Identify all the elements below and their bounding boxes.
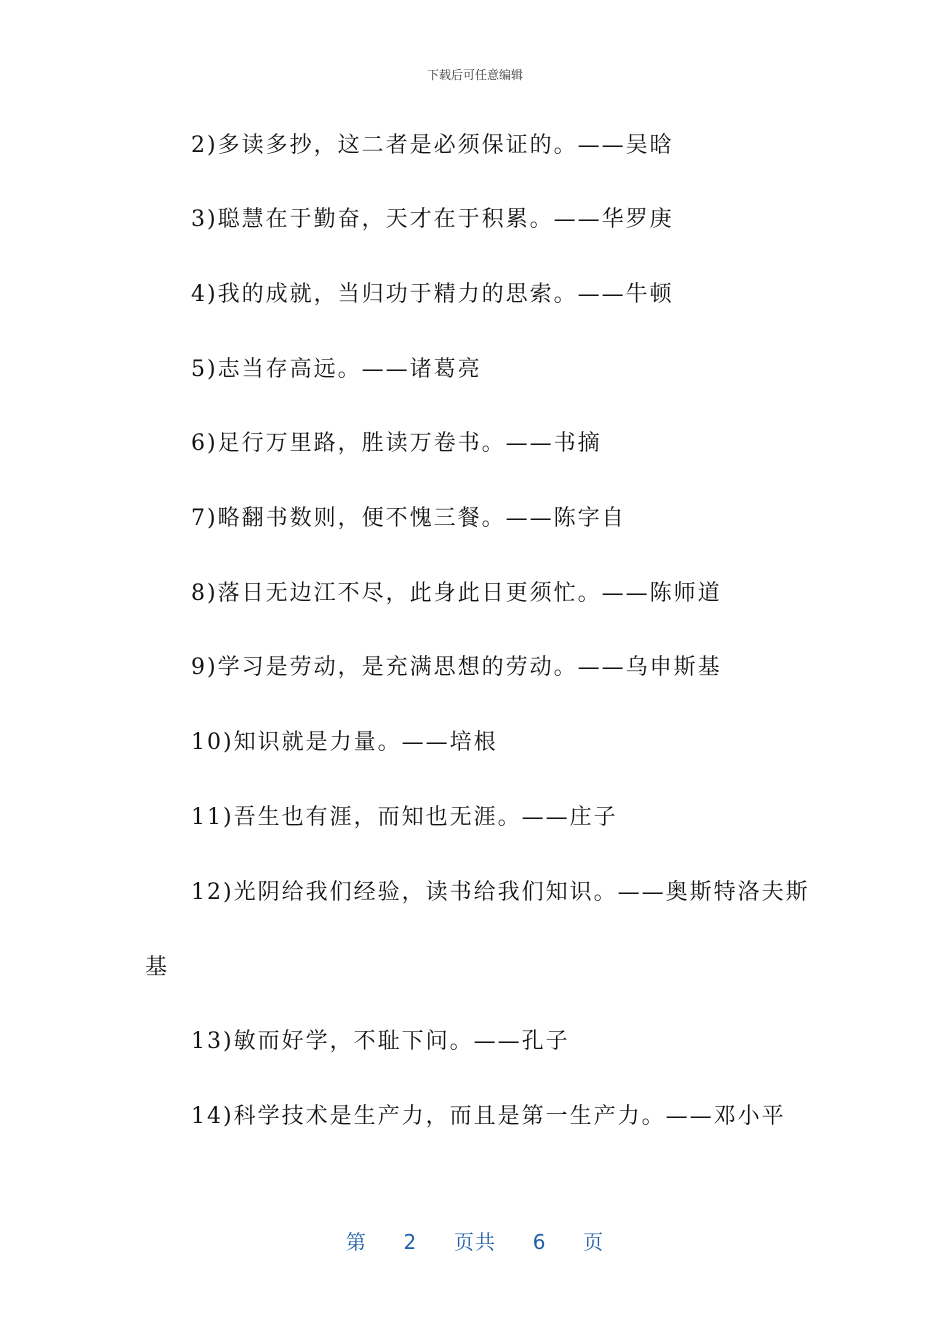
header-note: 下载后可任意编辑 [426, 68, 523, 82]
quote-item: 11)吾生也有涯，而知也无涯。——庄子 [191, 805, 618, 830]
footer-prefix: 第 [345, 1230, 367, 1254]
quote-item: 5)志当存高远。——诸葛亮 [191, 357, 482, 382]
footer-current-page: 2 [403, 1230, 418, 1254]
quote-item: 10)知识就是力量。——培根 [191, 730, 498, 755]
quote-item: 9)学习是劳动，是充满思想的劳动。——乌申斯基 [191, 655, 722, 680]
footer-suffix: 页 [583, 1230, 605, 1254]
footer-middle: 页共 [454, 1230, 496, 1254]
quote-item: 12)光阴给我们经验，读书给我们知识。——奥斯特洛夫斯 [191, 880, 810, 905]
page-footer [0, 1226, 950, 1255]
footer-total-pages: 6 [532, 1230, 547, 1254]
quote-item-continuation: 基 [145, 955, 170, 980]
quote-item: 7)略翻书数则，便不愧三餐。——陈字自 [191, 506, 626, 531]
quote-item: 8)落日无边江不尽，此身此日更须忙。——陈师道 [191, 581, 722, 606]
quote-item: 3)聪慧在于勤奋，天才在于积累。——华罗庚 [191, 207, 674, 232]
quote-item: 6)足行万里路，胜读万卷书。——书摘 [191, 431, 602, 456]
quote-item: 4)我的成就，当归功于精力的思索。——牛顿 [191, 282, 674, 307]
quote-item: 2)多读多抄，这二者是必须保证的。——吴晗 [191, 133, 674, 158]
quote-item: 13)敏而好学，不耻下问。——孔子 [191, 1029, 570, 1054]
quote-item: 14)科学技术是生产力，而且是第一生产力。——邓小平 [191, 1104, 786, 1129]
